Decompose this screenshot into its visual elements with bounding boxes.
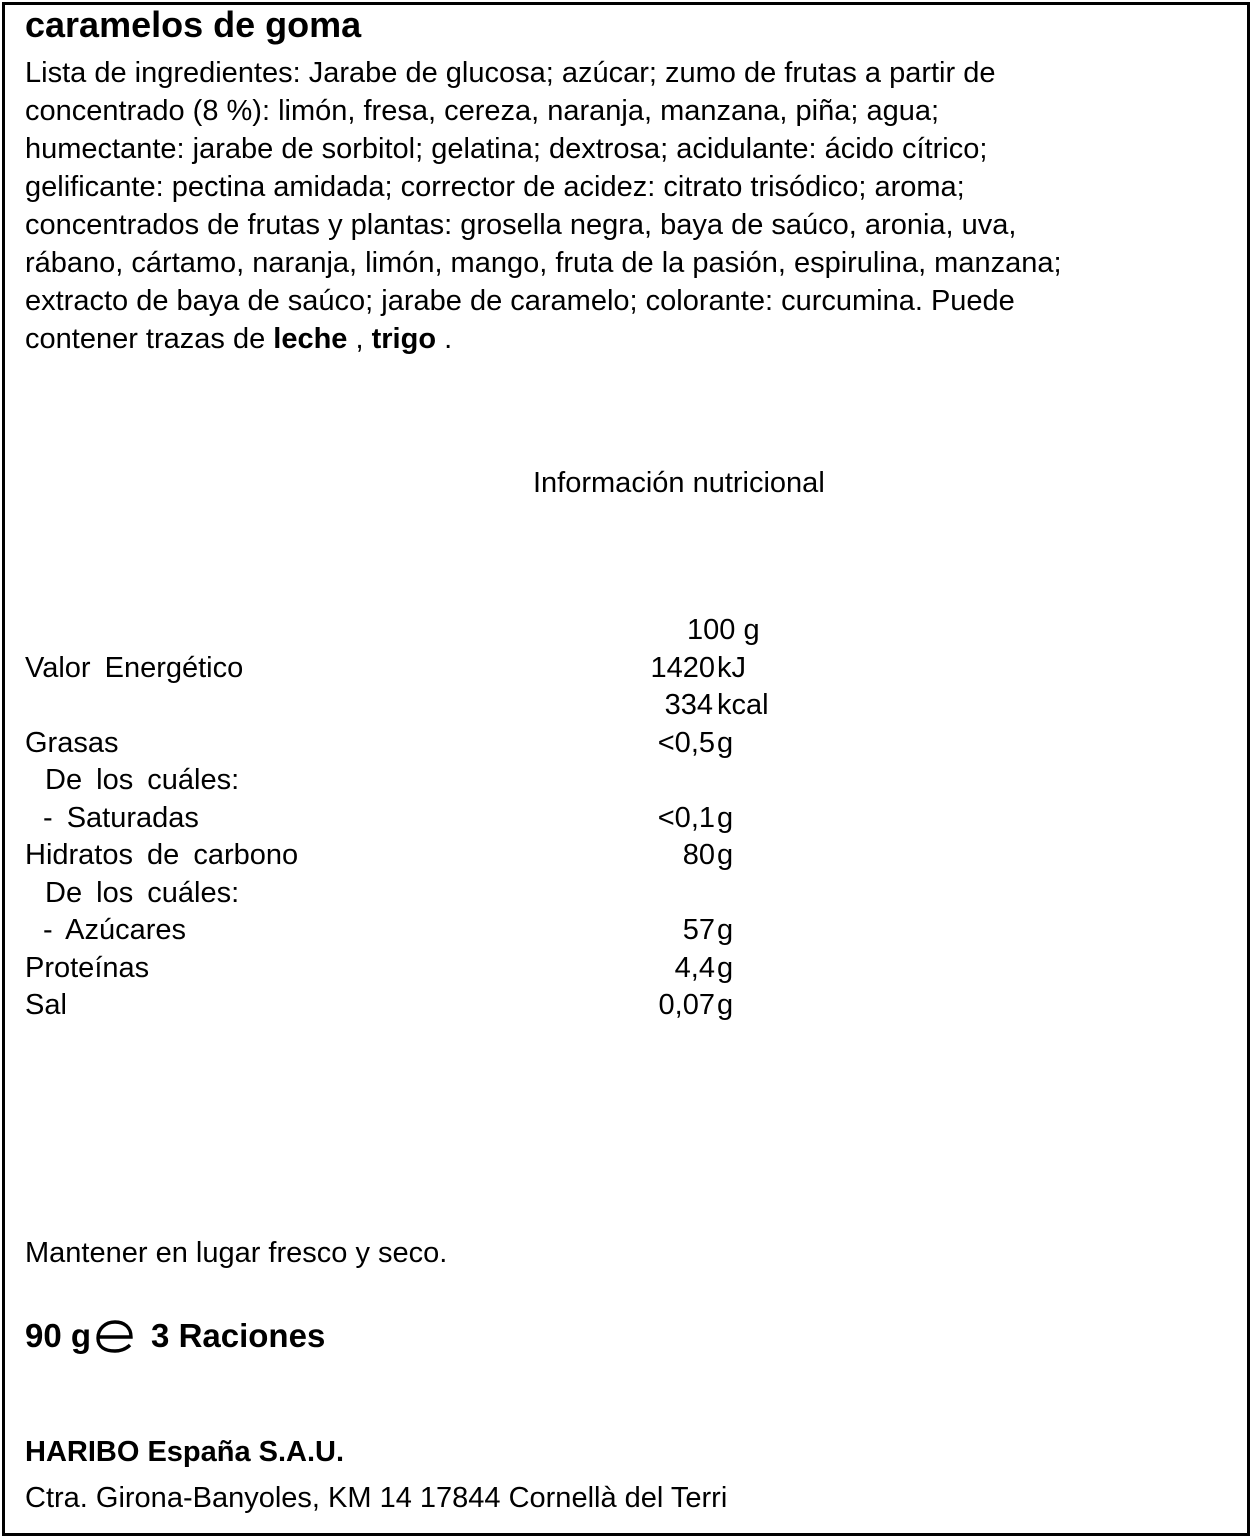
allergen-prefix: contener trazas de	[25, 323, 274, 355]
nutrition-unit: kJ	[717, 651, 746, 684]
estimated-sign-icon	[93, 1319, 137, 1353]
nutrition-label: Hidratos de carbono	[25, 839, 299, 871]
nutrition-value: <0,1	[657, 801, 715, 834]
nutrition-row-sugars	[25, 912, 825, 950]
nutrition-value: 57	[682, 914, 715, 946]
nutrition-unit: g	[717, 839, 734, 871]
nutrition-label: De los cuáles:	[45, 764, 240, 796]
allergen-suffix: .	[436, 323, 453, 355]
storage-instructions: Mantener en lugar fresco y seco.	[25, 1237, 448, 1269]
nutrition-unit: kcal	[717, 689, 769, 721]
net-quantity	[25, 1314, 325, 1358]
nutrition-unit: g	[717, 951, 734, 984]
nutrition-row-carbs	[25, 837, 825, 875]
allergen-separator: ,	[347, 323, 372, 355]
nutrition-row-of-which	[25, 762, 825, 800]
nutrition-value: 4,4	[674, 951, 715, 984]
nutrition-unit: g	[717, 989, 734, 1021]
nutrition-value: 334	[664, 689, 713, 721]
ingredients-line: rábano, cártamo, naranja, limón, mango, fruta de la pasión, espirulina, manzana;	[25, 247, 1062, 279]
product-name: caramelos de goma	[25, 4, 362, 45]
servings: 3 Raciones	[151, 1317, 326, 1354]
nutrition-label: - Azúcares	[43, 914, 186, 946]
allergen-wheat: trigo	[371, 323, 437, 355]
ingredients-line: concentrados de frutas y plantas: grosella negra, baya de saúco, aronia, uva,	[25, 209, 1017, 241]
nutrition-value: <0,5	[657, 726, 715, 759]
nutrition-unit: g	[717, 726, 734, 759]
nutrition-table	[25, 612, 825, 1025]
nutrition-row-saturated	[25, 800, 825, 838]
nutrition-value: 80	[682, 839, 715, 871]
company-name: HARIBO España S.A.U.	[25, 1436, 345, 1468]
nutrition-value: 0,07	[658, 989, 715, 1021]
company-address: Ctra. Girona-Banyoles, KM 14 17844 Cornellà del Terri	[25, 1482, 728, 1514]
ingredients-line-allergens	[25, 320, 1230, 358]
ingredients-list	[25, 54, 1230, 358]
ingredients-line: humectante: jarabe de sorbitol; gelatina; dextrosa; acidulante: ácido cítrico;	[25, 133, 988, 165]
nutrition-unit: g	[717, 914, 734, 946]
nutrition-row-salt	[25, 987, 825, 1025]
ingredients-line: concentrado (8 %): limón, fresa, cereza, naranja, manzana, piña; agua;	[25, 95, 940, 127]
nutrition-row-energy-kj	[25, 650, 825, 688]
nutrition-row-energy-kcal	[25, 687, 825, 725]
nutrition-label: De los cuáles:	[45, 876, 240, 909]
nutrition-label: - Saturadas	[43, 801, 199, 834]
nutrition-value: 1420	[650, 651, 715, 684]
nutrition-row-protein	[25, 950, 825, 988]
nutrition-label: Grasas	[25, 726, 119, 759]
nutrition-label: Valor Energético	[25, 651, 244, 684]
nutrition-unit: g	[717, 801, 734, 834]
ingredients-line: Lista de ingredientes: Jarabe de glucosa; azúcar; zumo de frutas a partir de	[25, 57, 996, 89]
nutrition-row-of-which	[25, 875, 825, 913]
nutrition-label: Proteínas	[25, 951, 150, 984]
nutrition-basis: 100 g	[687, 614, 760, 646]
net-weight: 90 g	[25, 1317, 92, 1354]
nutrition-label: Sal	[25, 989, 67, 1021]
ingredients-line: gelificante: pectina amidada; corrector de acidez: citrato trisódico; aroma;	[25, 171, 965, 203]
nutrition-row-fat	[25, 725, 825, 763]
allergen-milk: leche	[273, 323, 348, 355]
nutrition-title: Información nutricional	[533, 467, 825, 499]
ingredients-line: extracto de baya de saúco; jarabe de caramelo; colorante: curcumina. Puede	[25, 285, 1015, 317]
nutrition-basis-row	[25, 612, 825, 650]
